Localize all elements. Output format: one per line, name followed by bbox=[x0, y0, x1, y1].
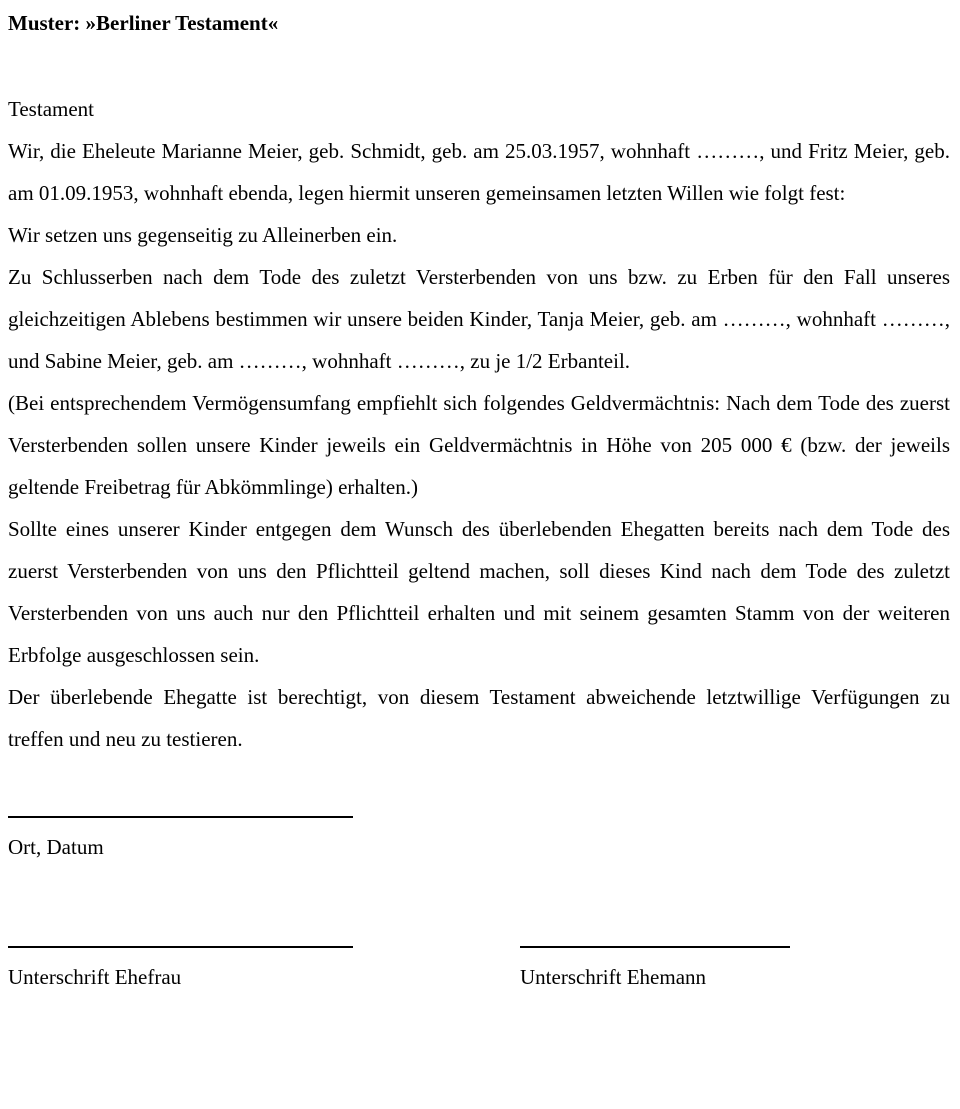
document-body bbox=[8, 88, 950, 760]
paragraph-testierfreiheit: Der überlebende Ehegatte ist berechtigt, von diesem Testament abweichende letztwillige Verfügungen zu treffen und neu zu testieren. bbox=[8, 685, 950, 751]
signature-row bbox=[8, 946, 950, 992]
paragraph-pflichtteil: Sollte eines unserer Kinder entgegen dem Wunsch des überlebenden Ehegatten bereits nach dem Tode des zuerst Versterbenden von uns den Pflichtteil geltend machen, soll dieses Kind nach dem Tode des zuletzt Versterbenden von uns auch nur den Pflichtteil erhalten und mit seinem gesamten Stamm von der weiteren Erbfolge ausgeschlossen sein. bbox=[8, 517, 950, 667]
paragraph-alleinerben: Wir setzen uns gegenseitig zu Alleinerben ein. bbox=[8, 223, 398, 247]
husband-signature-label: Unterschrift Ehemann bbox=[520, 965, 707, 989]
wife-signature-label: Unterschrift Ehefrau bbox=[8, 965, 182, 989]
place-date-label: Ort, Datum bbox=[8, 835, 104, 859]
wife-signature-line bbox=[8, 946, 353, 948]
paragraph-geldvermaechtnis: (Bei entsprechendem Vermögensumfang empfiehlt sich folgendes Geldvermächtnis: Nach dem Tode des zuerst Versterbenden sollen unsere Kinder jeweils ein Geldvermächtnis in Höhe von 205 000 € (bzw. der jeweils geltende Freibetrag für Abkömmlinge) erhalten.) bbox=[8, 391, 950, 499]
paragraph-heading-testament: Testament bbox=[8, 97, 94, 121]
paragraph-schlusserben: Zu Schlusserben nach dem Tode des zuletzt Versterbenden von uns bzw. zu Erben für den Fall unseres gleichzeitigen Ablebens bestimmen wir unsere beiden Kinder, Tanja Meier, geb. am ………, wohnhaft ………, und Sabine Meier, geb. am ………, wohnhaft ………, zu je 1/2 Erbanteil. bbox=[8, 265, 950, 373]
place-date-signature-line bbox=[8, 816, 353, 818]
document-title: Muster: »Berliner Testament« bbox=[8, 11, 279, 35]
paragraph-testators: Wir, die Eheleute Marianne Meier, geb. Schmidt, geb. am 25.03.1957, wohnhaft ………, und Fritz Meier, geb. am 01.09.1953, wohnhaft ebenda, legen hiermit unseren gemeinsamen letzten Willen wie folgt fest: bbox=[8, 139, 950, 205]
place-date-signature-block bbox=[8, 816, 950, 862]
wife-signature-block bbox=[8, 946, 520, 992]
husband-signature-block bbox=[520, 946, 865, 992]
husband-signature-line bbox=[520, 946, 790, 948]
